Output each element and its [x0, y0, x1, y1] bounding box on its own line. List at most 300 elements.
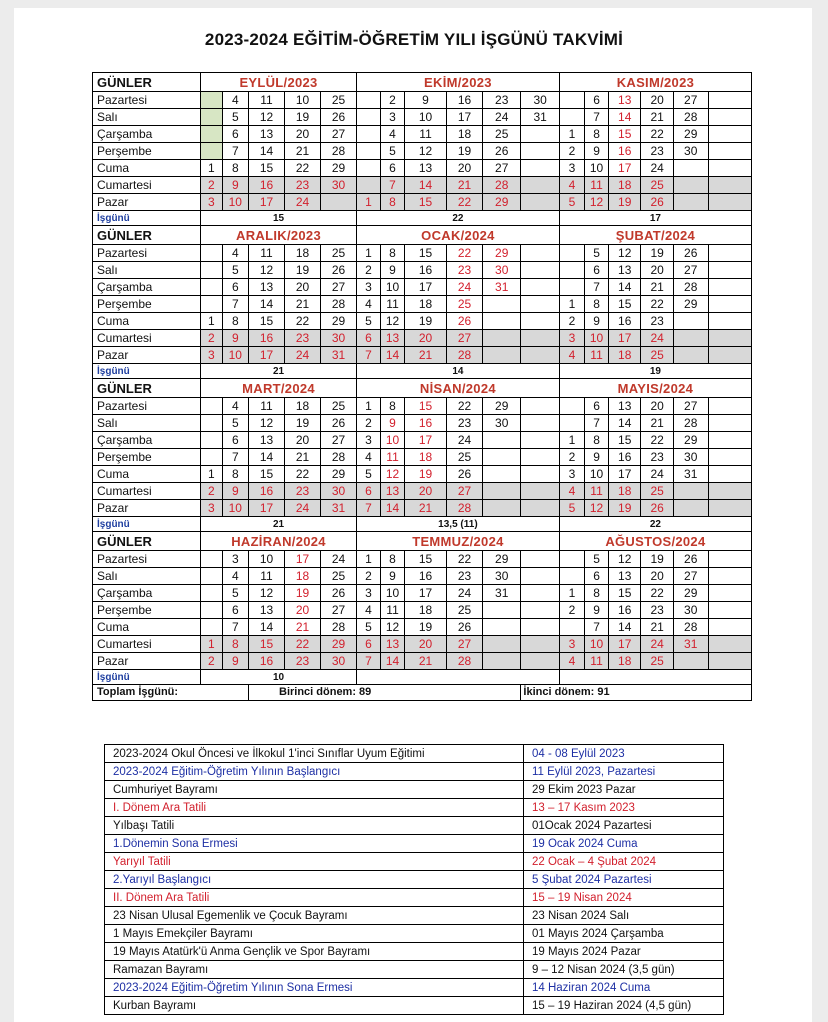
date-cell: 28 [447, 347, 483, 364]
day-row [93, 568, 752, 585]
date-cell: 17 [405, 432, 447, 449]
event-row [105, 979, 724, 997]
date-cell [559, 92, 584, 109]
date-cell: 26 [321, 262, 357, 279]
event-name: II. Dönem Ara Tatili [105, 889, 524, 907]
date-cell: 17 [285, 551, 321, 568]
date-cell: 13 [405, 160, 447, 177]
event-name: I. Dönem Ara Tatili [105, 799, 524, 817]
date-cell: 3 [357, 432, 381, 449]
date-cell: 7 [357, 347, 381, 364]
event-row [105, 907, 724, 925]
date-cell: 23 [285, 330, 321, 347]
date-cell: 20 [285, 432, 321, 449]
date-cell: 26 [641, 500, 673, 517]
isgunu-value: 22 [357, 211, 560, 226]
date-cell: 10 [222, 347, 248, 364]
event-date: 19 Mayıs 2024 Pazar [524, 943, 724, 961]
date-cell [708, 262, 751, 279]
date-cell [521, 466, 559, 483]
isgunu-value: 17 [559, 211, 751, 226]
date-cell: 12 [609, 551, 641, 568]
date-cell: 6 [222, 432, 248, 449]
event-date: 15 – 19 Haziran 2024 (4,5 gün) [524, 997, 724, 1015]
month-header: TEMMUZ/2024 [357, 532, 560, 551]
date-cell: 21 [405, 653, 447, 670]
day-label: Salı [93, 568, 201, 585]
date-cell: 21 [285, 449, 321, 466]
date-cell: 19 [447, 143, 483, 160]
date-cell: 12 [249, 585, 285, 602]
date-cell: 15 [249, 636, 285, 653]
day-label: Perşembe [93, 143, 201, 160]
date-cell [521, 636, 559, 653]
date-cell: 7 [357, 653, 381, 670]
event-date: 23 Nisan 2024 Salı [524, 907, 724, 925]
date-cell: 24 [321, 551, 357, 568]
date-cell: 29 [483, 194, 521, 211]
event-date: 15 – 19 Nisan 2024 [524, 889, 724, 907]
event-row [105, 835, 724, 853]
day-label: Cumartesi [93, 177, 201, 194]
date-cell: 24 [285, 347, 321, 364]
isgunu-row [93, 670, 752, 685]
date-cell: 19 [641, 245, 673, 262]
date-cell [521, 432, 559, 449]
date-cell: 20 [447, 160, 483, 177]
date-cell: 29 [321, 466, 357, 483]
totals-label: Toplam İşgünü: [93, 685, 249, 701]
date-cell: 15 [249, 160, 285, 177]
quarter-header-row [93, 73, 752, 92]
date-cell: 10 [249, 551, 285, 568]
date-cell: 25 [641, 347, 673, 364]
date-cell: 28 [321, 449, 357, 466]
date-cell: 16 [405, 415, 447, 432]
date-cell [673, 177, 708, 194]
date-cell: 23 [447, 415, 483, 432]
date-cell: 14 [609, 415, 641, 432]
date-cell: 31 [521, 109, 559, 126]
date-cell [521, 143, 559, 160]
date-cell [483, 653, 521, 670]
date-cell [521, 330, 559, 347]
month-header: AĞUSTOS/2024 [559, 532, 751, 551]
date-cell [201, 602, 223, 619]
date-cell: 20 [641, 398, 673, 415]
date-cell: 3 [201, 347, 223, 364]
date-cell [521, 262, 559, 279]
date-cell: 11 [381, 602, 405, 619]
date-cell: 7 [222, 296, 248, 313]
date-cell: 6 [357, 636, 381, 653]
date-cell: 6 [222, 279, 248, 296]
date-cell [521, 296, 559, 313]
date-cell: 1 [201, 160, 223, 177]
date-cell: 9 [585, 143, 609, 160]
date-cell: 9 [381, 568, 405, 585]
date-cell: 13 [381, 636, 405, 653]
date-cell: 30 [321, 653, 357, 670]
date-cell: 2 [357, 415, 381, 432]
date-cell: 6 [357, 330, 381, 347]
day-row [93, 109, 752, 126]
date-cell: 9 [585, 313, 609, 330]
date-cell: 22 [447, 245, 483, 262]
day-row [93, 449, 752, 466]
date-cell: 6 [585, 568, 609, 585]
isgunu-label: İşgünü [93, 364, 201, 379]
date-cell: 27 [321, 602, 357, 619]
date-cell: 28 [321, 619, 357, 636]
date-cell [673, 653, 708, 670]
day-label: Çarşamba [93, 279, 201, 296]
date-cell: 27 [321, 279, 357, 296]
day-label: Pazar [93, 653, 201, 670]
date-cell: 2 [201, 177, 223, 194]
date-cell [673, 483, 708, 500]
quarter-header-row [93, 532, 752, 551]
event-date: 01Ocak 2024 Pazartesi [524, 817, 724, 835]
month-header: EYLÜL/2023 [201, 73, 357, 92]
date-cell: 24 [447, 585, 483, 602]
date-cell: 25 [641, 653, 673, 670]
date-cell [521, 483, 559, 500]
date-cell [201, 449, 223, 466]
day-label: Pazar [93, 500, 201, 517]
date-cell: 15 [405, 398, 447, 415]
date-cell: 18 [609, 347, 641, 364]
isgunu-value [559, 670, 751, 685]
date-cell: 5 [222, 109, 248, 126]
date-cell: 15 [609, 126, 641, 143]
date-cell: 14 [249, 449, 285, 466]
date-cell: 28 [483, 177, 521, 194]
date-cell: 9 [585, 602, 609, 619]
date-cell: 5 [559, 500, 584, 517]
date-cell: 2 [357, 262, 381, 279]
date-cell [201, 619, 223, 636]
date-cell: 29 [483, 245, 521, 262]
date-cell: 25 [483, 126, 521, 143]
date-cell: 8 [222, 636, 248, 653]
date-cell [483, 296, 521, 313]
date-cell: 29 [321, 636, 357, 653]
date-cell: 16 [249, 483, 285, 500]
day-label: Pazar [93, 194, 201, 211]
date-cell: 22 [447, 194, 483, 211]
event-name: 1.Dönemin Sona Ermesi [105, 835, 524, 853]
date-cell: 5 [559, 194, 584, 211]
date-cell [201, 245, 223, 262]
day-label: Salı [93, 262, 201, 279]
date-cell: 30 [483, 415, 521, 432]
isgunu-value: 10 [201, 670, 357, 685]
month-header: NİSAN/2024 [357, 379, 560, 398]
date-cell: 28 [321, 296, 357, 313]
date-cell: 19 [609, 194, 641, 211]
day-row [93, 483, 752, 500]
date-cell: 9 [222, 483, 248, 500]
date-cell [673, 313, 708, 330]
event-name: 19 Mayıs Atatürk'ü Anma Gençlik ve Spor Bayramı [105, 943, 524, 961]
date-cell: 13 [609, 398, 641, 415]
date-cell: 14 [381, 347, 405, 364]
date-cell [483, 500, 521, 517]
date-cell: 24 [447, 432, 483, 449]
date-cell: 23 [641, 313, 673, 330]
date-cell: 23 [483, 92, 521, 109]
event-date: 5 Şubat 2024 Pazartesi [524, 871, 724, 889]
date-cell: 10 [285, 92, 321, 109]
date-cell: 26 [447, 313, 483, 330]
date-cell: 14 [249, 296, 285, 313]
date-cell [521, 500, 559, 517]
date-cell: 29 [321, 313, 357, 330]
day-label: Perşembe [93, 602, 201, 619]
date-cell [708, 432, 751, 449]
date-cell: 8 [585, 585, 609, 602]
date-cell: 7 [381, 177, 405, 194]
date-cell [357, 143, 381, 160]
quarter-header-row [93, 226, 752, 245]
day-label: Pazartesi [93, 92, 201, 109]
date-cell: 2 [357, 568, 381, 585]
day-row [93, 619, 752, 636]
date-cell: 8 [585, 296, 609, 313]
date-cell: 10 [585, 160, 609, 177]
day-row [93, 262, 752, 279]
date-cell [201, 279, 223, 296]
event-row [105, 763, 724, 781]
date-cell [521, 313, 559, 330]
date-cell [708, 347, 751, 364]
date-cell [521, 245, 559, 262]
date-cell: 13 [381, 330, 405, 347]
date-cell: 23 [285, 483, 321, 500]
date-cell [673, 160, 708, 177]
day-label: Salı [93, 109, 201, 126]
date-cell: 7 [222, 143, 248, 160]
date-cell [521, 415, 559, 432]
date-cell: 18 [609, 653, 641, 670]
date-cell: 9 [405, 92, 447, 109]
event-name: Yarıyıl Tatili [105, 853, 524, 871]
date-cell [708, 619, 751, 636]
date-cell: 7 [585, 109, 609, 126]
date-cell: 28 [673, 109, 708, 126]
event-name: 1 Mayıs Emekçiler Bayramı [105, 925, 524, 943]
date-cell: 19 [285, 585, 321, 602]
month-header: MART/2024 [201, 379, 357, 398]
date-cell: 25 [641, 483, 673, 500]
date-cell: 10 [585, 330, 609, 347]
date-cell: 11 [585, 483, 609, 500]
date-cell [708, 449, 751, 466]
date-cell [483, 432, 521, 449]
date-cell: 2 [559, 602, 584, 619]
date-cell: 10 [222, 194, 248, 211]
date-cell [357, 109, 381, 126]
date-cell: 4 [559, 483, 584, 500]
isgunu-value: 21 [201, 364, 357, 379]
date-cell: 29 [483, 551, 521, 568]
date-cell [201, 415, 223, 432]
date-cell: 9 [222, 653, 248, 670]
date-cell: 14 [405, 177, 447, 194]
event-row [105, 943, 724, 961]
date-cell: 20 [285, 602, 321, 619]
date-cell [201, 109, 223, 126]
date-cell: 18 [405, 449, 447, 466]
date-cell: 13 [249, 279, 285, 296]
isgunu-label: İşgünü [93, 670, 201, 685]
date-cell: 24 [641, 330, 673, 347]
date-cell: 4 [222, 245, 248, 262]
date-cell: 9 [222, 177, 248, 194]
date-cell: 4 [357, 296, 381, 313]
date-cell: 8 [381, 245, 405, 262]
date-cell: 2 [201, 330, 223, 347]
day-row [93, 245, 752, 262]
date-cell: 15 [249, 466, 285, 483]
date-cell: 12 [405, 143, 447, 160]
date-cell: 18 [609, 483, 641, 500]
date-cell [201, 585, 223, 602]
date-cell: 16 [249, 653, 285, 670]
event-name: 2.Yarıyıl Başlangıcı [105, 871, 524, 889]
date-cell: 12 [249, 262, 285, 279]
date-cell [708, 296, 751, 313]
date-cell [201, 568, 223, 585]
date-cell: 9 [381, 415, 405, 432]
day-label: Çarşamba [93, 432, 201, 449]
date-cell: 11 [585, 177, 609, 194]
date-cell: 18 [405, 602, 447, 619]
event-date: 11 Eylül 2023, Pazartesi [524, 763, 724, 781]
date-cell: 17 [609, 330, 641, 347]
date-cell [673, 194, 708, 211]
event-name: 2023-2024 Okul Öncesi ve İlkokul 1'inci Sınıflar Uyum Eğitimi [105, 745, 524, 763]
date-cell: 12 [609, 245, 641, 262]
date-cell: 24 [641, 466, 673, 483]
date-cell: 15 [405, 194, 447, 211]
date-cell [708, 568, 751, 585]
date-cell [559, 619, 584, 636]
date-cell [708, 585, 751, 602]
date-cell [483, 466, 521, 483]
date-cell: 20 [641, 568, 673, 585]
date-cell: 17 [447, 109, 483, 126]
date-cell [708, 466, 751, 483]
date-cell: 10 [585, 636, 609, 653]
date-cell: 22 [641, 126, 673, 143]
date-cell: 5 [357, 619, 381, 636]
date-cell: 16 [609, 143, 641, 160]
date-cell: 28 [447, 653, 483, 670]
event-date: 13 – 17 Kasım 2023 [524, 799, 724, 817]
date-cell [708, 330, 751, 347]
date-cell [708, 415, 751, 432]
day-label: Cumartesi [93, 636, 201, 653]
event-name: Kurban Bayramı [105, 997, 524, 1015]
date-cell: 17 [249, 194, 285, 211]
day-row [93, 177, 752, 194]
date-cell: 21 [285, 619, 321, 636]
day-label: Salı [93, 415, 201, 432]
date-cell: 8 [381, 398, 405, 415]
date-cell [708, 551, 751, 568]
date-cell: 13 [609, 92, 641, 109]
date-cell: 4 [357, 449, 381, 466]
date-cell [708, 398, 751, 415]
date-cell [357, 177, 381, 194]
date-cell: 21 [285, 296, 321, 313]
date-cell: 9 [381, 262, 405, 279]
day-label: Cumartesi [93, 483, 201, 500]
date-cell [357, 160, 381, 177]
date-cell: 21 [641, 279, 673, 296]
date-cell: 29 [321, 160, 357, 177]
date-cell: 11 [405, 126, 447, 143]
date-cell: 23 [641, 143, 673, 160]
isgunu-label: İşgünü [93, 211, 201, 226]
date-cell: 27 [447, 330, 483, 347]
month-header: ARALIK/2023 [201, 226, 357, 245]
date-cell: 31 [321, 347, 357, 364]
date-cell: 15 [405, 551, 447, 568]
date-cell [708, 143, 751, 160]
date-cell: 22 [285, 466, 321, 483]
date-cell [201, 126, 223, 143]
date-cell: 18 [285, 568, 321, 585]
date-cell [201, 143, 223, 160]
event-date: 14 Haziran 2024 Cuma [524, 979, 724, 997]
date-cell [483, 313, 521, 330]
date-cell: 7 [585, 415, 609, 432]
date-cell: 16 [609, 602, 641, 619]
month-header: HAZİRAN/2024 [201, 532, 357, 551]
date-cell: 27 [673, 92, 708, 109]
date-cell: 31 [483, 279, 521, 296]
date-cell: 14 [609, 109, 641, 126]
date-cell: 19 [405, 313, 447, 330]
date-cell: 25 [447, 449, 483, 466]
date-cell: 26 [641, 194, 673, 211]
date-cell: 1 [559, 296, 584, 313]
date-cell: 14 [609, 619, 641, 636]
date-cell [521, 347, 559, 364]
event-name: Yılbaşı Tatili [105, 817, 524, 835]
date-cell [521, 585, 559, 602]
date-cell: 30 [321, 483, 357, 500]
date-cell: 5 [222, 262, 248, 279]
date-cell [673, 347, 708, 364]
date-cell: 11 [249, 398, 285, 415]
event-name: 23 Nisan Ulusal Egemenlik ve Çocuk Bayramı [105, 907, 524, 925]
days-header: GÜNLER [93, 73, 201, 92]
date-cell: 12 [585, 500, 609, 517]
day-label: Perşembe [93, 296, 201, 313]
date-cell: 21 [641, 415, 673, 432]
date-cell [201, 551, 223, 568]
day-row [93, 551, 752, 568]
date-cell: 19 [405, 466, 447, 483]
date-cell [357, 92, 381, 109]
date-cell: 28 [321, 143, 357, 160]
date-cell: 15 [609, 296, 641, 313]
day-row [93, 92, 752, 109]
